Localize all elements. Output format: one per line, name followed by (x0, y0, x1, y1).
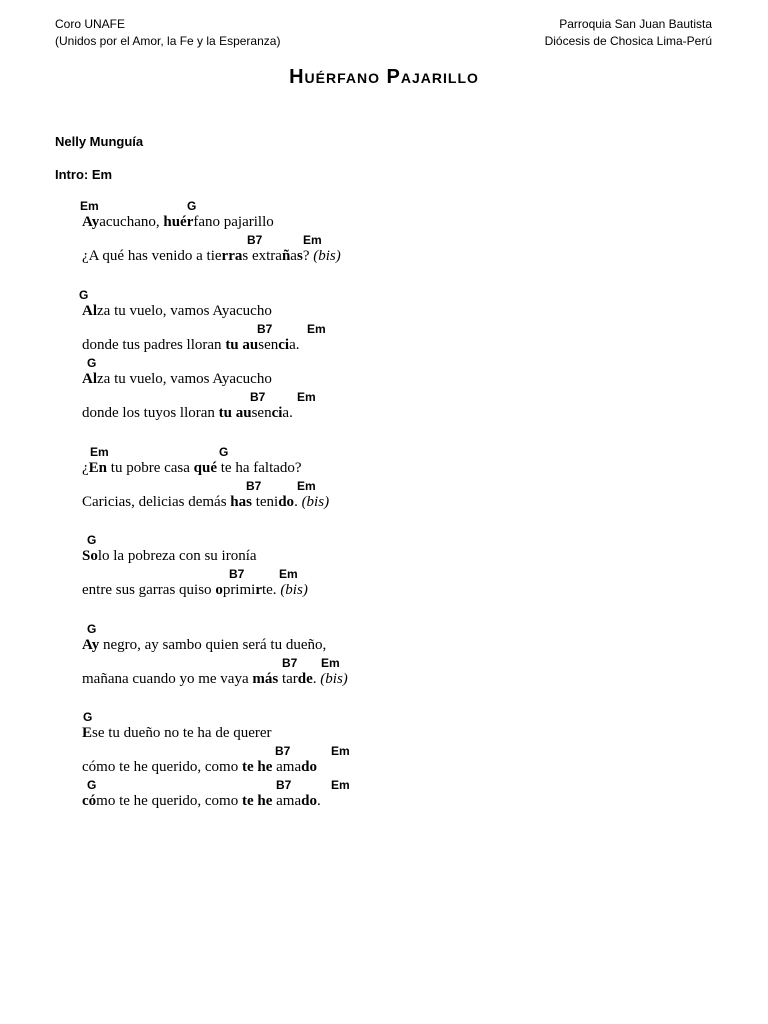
lyric-segment: tar (278, 671, 298, 687)
chord-label: G (219, 445, 229, 459)
choir-motto: (Unidos por el Amor, la Fe y la Esperanza) (55, 34, 281, 48)
lyric-segment: En (88, 460, 108, 476)
lyric-segment: do (301, 759, 317, 775)
chord-label: G (79, 288, 89, 302)
lyric-segment: donde tus padres lloran (82, 337, 226, 353)
chord-label: G (187, 199, 197, 213)
chord-label: Em (307, 322, 326, 336)
chord-label: Em (321, 656, 340, 670)
chord-label: G (83, 710, 93, 724)
lyric-segment: So (82, 548, 98, 564)
lyric-segment: fano pajarillo (193, 214, 274, 230)
lyric-segment: ? (302, 248, 314, 264)
lyric-line (82, 460, 302, 477)
chord-label: Em (303, 233, 322, 247)
lyric-segment: s extra (242, 248, 282, 264)
lyric-line (82, 405, 293, 422)
lyric-segment: acuchano, (99, 214, 164, 230)
lyric-segment: sen (258, 337, 279, 353)
song-line (0, 479, 768, 531)
lyric-segment: primi (222, 582, 256, 598)
lyric-segment: mañana cuando yo me vaya (82, 671, 253, 687)
lyric-line (82, 637, 326, 654)
lyric-segment: . (316, 793, 321, 809)
lyric-segment: ¿A qué has venido a tie (82, 248, 222, 264)
chord-label: Em (279, 567, 298, 581)
lyric-segment: tu au (225, 337, 259, 353)
lyric-line (82, 582, 308, 599)
lyric-segment: a. (282, 405, 293, 421)
lyric-segment: sen (251, 405, 272, 421)
chord-label: Em (90, 445, 109, 459)
chord-label: B7 (275, 744, 291, 758)
lyric-line (82, 214, 274, 231)
lyric-segment: ama (272, 759, 302, 775)
song-intro: Intro: Em (55, 167, 113, 182)
lyric-segment: rra (221, 248, 243, 264)
chord-label: B7 (257, 322, 273, 336)
lyric-line (82, 303, 272, 320)
song-title: Huérfano Pajarillo (289, 66, 479, 88)
chord-label: G (87, 533, 97, 547)
lyric-segment: có (82, 793, 97, 809)
lyric-segment: Al (82, 371, 97, 387)
song-line (0, 233, 768, 285)
lyric-segment: ñ (281, 248, 291, 264)
lyric-segment: za tu vuelo, vamos Ayacucho (97, 303, 272, 319)
lyric-line (82, 494, 329, 511)
lyric-segment: más (252, 671, 279, 687)
chord-label: G (87, 356, 97, 370)
lyric-segment: Ay (82, 637, 100, 653)
lyric-segment: mo te he querido, como (96, 793, 242, 809)
chord-label: B7 (229, 567, 245, 581)
lyric-segment: se tu dueño no te ha de querer (92, 725, 272, 741)
lyric-segment: a. (289, 337, 300, 353)
repeat-mark: (bis) (313, 248, 341, 264)
diocese-name: Diócesis de Chosica Lima-Perú (544, 34, 712, 48)
lyric-line (82, 337, 300, 354)
song-line (0, 656, 768, 708)
repeat-mark: (bis) (301, 494, 330, 510)
lyric-line (82, 725, 272, 742)
repeat-mark: (bis) (280, 582, 308, 598)
chord-label: Em (297, 479, 316, 493)
lyric-segment: a (290, 248, 297, 264)
lyric-segment: za tu vuelo, vamos Ayacucho (97, 371, 272, 387)
lyric-line (82, 671, 348, 688)
lyric-segment: te he (241, 793, 273, 809)
chord-label: Em (80, 199, 99, 213)
lyric-segment: tu pobre casa (107, 460, 194, 476)
chord-label: B7 (250, 390, 266, 404)
lyric-segment: teni (251, 494, 279, 510)
parish-name: Parroquia San Juan Bautista (559, 17, 712, 31)
lyric-segment: entre sus garras quiso (82, 582, 216, 598)
lyric-segment: ¿ (82, 460, 89, 476)
chord-label: B7 (247, 233, 263, 247)
chord-label: B7 (246, 479, 262, 493)
lyric-segment: Caricias, delicias demás (82, 494, 231, 510)
lyric-segment: has (230, 494, 252, 510)
lyric-segment: ci (278, 337, 290, 353)
lyric-segment: r (255, 582, 262, 598)
lyric-line (82, 548, 257, 565)
lyric-segment: Al (82, 303, 97, 319)
lyric-line (82, 793, 321, 810)
chord-label: G (87, 778, 97, 792)
repeat-mark: (bis) (320, 671, 348, 687)
lyric-line (82, 248, 341, 265)
lyric-segment: huér (163, 214, 194, 230)
song-author: Nelly Munguía (55, 134, 144, 149)
lyric-segment: cómo te he querido, como (82, 759, 242, 775)
lyric-segment: ama (272, 793, 302, 809)
lyric-segment: E (82, 725, 93, 741)
lyric-segment: do (301, 793, 317, 809)
lyric-segment: donde los tuyos lloran (82, 405, 219, 421)
chord-label: B7 (282, 656, 298, 670)
song-line (0, 567, 768, 619)
lyric-segment: lo la pobreza con su ironía (97, 548, 257, 564)
lyric-segment: s (296, 248, 303, 264)
chord-label: Em (331, 778, 350, 792)
lyric-segment: te. (261, 582, 281, 598)
lyric-segment: tu au (218, 405, 252, 421)
choir-name: Coro UNAFE (55, 17, 126, 31)
chord-label: G (87, 622, 97, 636)
lyric-segment: o (215, 582, 223, 598)
chord-label: Em (297, 390, 316, 404)
lyric-segment: te he (241, 759, 273, 775)
lyric-segment: do (278, 494, 295, 510)
lyric-segment: ci (271, 405, 283, 421)
chord-label: Em (331, 744, 350, 758)
lyric-segment: . (294, 494, 302, 510)
lyric-segment: Ay (82, 214, 100, 230)
lyric-segment: te ha faltado? (217, 460, 302, 476)
lyric-line (82, 371, 272, 388)
song-line (0, 390, 768, 442)
lyric-segment: . (312, 671, 321, 687)
lyric-segment: de (297, 671, 313, 687)
lyric-segment: qué (193, 460, 218, 476)
song-line (0, 778, 768, 830)
lyric-line (82, 759, 317, 776)
chord-label: B7 (276, 778, 292, 792)
lyric-segment: negro, ay sambo quien será tu dueño, (99, 637, 327, 653)
